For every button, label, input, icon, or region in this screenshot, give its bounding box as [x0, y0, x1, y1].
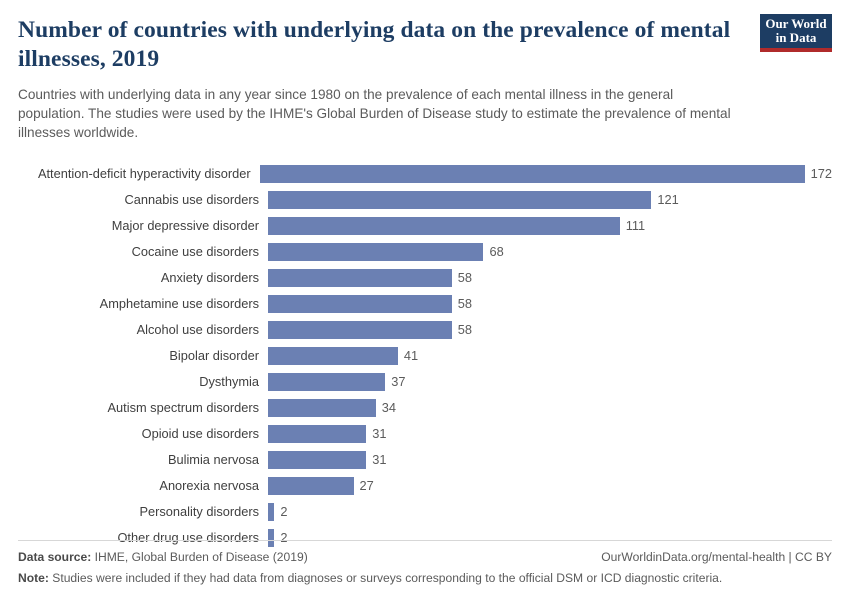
bar-row [18, 421, 832, 447]
bar-track [268, 265, 832, 291]
bar-track [268, 343, 832, 369]
bar-row [18, 473, 832, 499]
bar[interactable] [268, 373, 385, 391]
bar-chart [18, 161, 832, 551]
bar-track [268, 187, 832, 213]
bar-row [18, 395, 832, 421]
bar-value-label: 2 [280, 504, 288, 520]
bar-row [18, 369, 832, 395]
bar[interactable] [268, 243, 483, 261]
bar-value-label: 2 [280, 530, 288, 546]
bar-track [268, 291, 832, 317]
bar-category-label: Major depressive disorder [111, 218, 259, 234]
bar-category-label: Cocaine use disorders [131, 244, 259, 260]
bar-value-label: 68 [489, 244, 504, 260]
data-source-label: Data source: [18, 549, 92, 564]
bar-row [18, 213, 832, 239]
page-title: Number of countries with underlying data on the prevalence of mental illnesses, 2019 [18, 17, 731, 73]
bar-category-label: Dysthymia [199, 374, 259, 390]
bar-category-label: Alcohol use disorders [136, 322, 259, 338]
bar-value-label: 37 [391, 374, 406, 390]
bar-category-label: Attention-deficit hyperactivity disorder [37, 166, 251, 182]
bar[interactable] [268, 503, 274, 521]
bar-value-label: 58 [457, 296, 472, 312]
bar-track [268, 447, 832, 473]
chart-note [18, 570, 832, 586]
bar-row [18, 239, 832, 265]
bar-value-label: 172 [810, 166, 832, 182]
bar-track [268, 395, 832, 421]
bar-value-label: 34 [381, 400, 396, 416]
chart-note-value: Studies were included if they had data from diagnoses or surveys corresponding to the official DSM or ICD diagnostic criteria. [52, 570, 723, 585]
bar-category-label: Opioid use disorders [141, 426, 259, 442]
bar-value-label: 58 [457, 270, 472, 286]
bar-category-label: Anxiety disorders [160, 270, 259, 286]
bar-row [18, 499, 832, 525]
bar[interactable] [268, 295, 452, 313]
bar-category-label: Amphetamine use disorders [99, 296, 259, 312]
chart-header [18, 16, 832, 143]
bar-track [260, 161, 832, 187]
bar[interactable] [260, 165, 805, 183]
bar-row [18, 187, 832, 213]
bar[interactable] [268, 217, 620, 235]
bar-value-label: 31 [372, 426, 387, 442]
data-source-value: IHME, Global Burden of Disease (2019) [94, 549, 308, 564]
bar-value-label: 111 [625, 218, 646, 234]
bar[interactable] [268, 347, 398, 365]
bar-track [268, 213, 832, 239]
bar-category-label: Anorexia nervosa [159, 478, 259, 494]
bar-row [18, 291, 832, 317]
bar[interactable] [268, 321, 452, 339]
bar-track [268, 239, 832, 265]
bar-track [268, 369, 832, 395]
bar-value-label: 41 [403, 348, 419, 364]
bar-value-label: 31 [372, 452, 387, 468]
bar-row [18, 161, 832, 187]
bar-category-label: Autism spectrum disorders [107, 400, 259, 416]
chart-note-label: Note: [18, 570, 49, 585]
bar-category-label: Personality disorders [139, 504, 259, 520]
bar-category-label: Cannabis use disorders [124, 192, 259, 208]
bar-category-label: Bipolar disorder [169, 348, 259, 364]
bar-row [18, 317, 832, 343]
bar[interactable] [268, 191, 651, 209]
bar-value-label: 121 [657, 192, 679, 208]
bar[interactable] [268, 269, 452, 287]
logo-line-1: Our World [765, 16, 827, 31]
logo-line-2: in Data [775, 30, 817, 46]
bar-track [268, 421, 832, 447]
bar-track [268, 473, 832, 499]
chart-footer [18, 540, 832, 586]
bar[interactable] [268, 477, 354, 495]
bar[interactable] [268, 451, 366, 469]
bar[interactable] [268, 399, 376, 417]
bar-row [18, 447, 832, 473]
bar[interactable] [268, 425, 366, 443]
bar-row [18, 343, 832, 369]
bar-category-label: Other drug use disorders [117, 530, 259, 546]
footer-license[interactable]: OurWorldinData.org/mental-health | CC BY [601, 549, 832, 564]
bar-row [18, 265, 832, 291]
bar-value-label: 27 [359, 478, 374, 494]
bar-track [268, 499, 832, 525]
our-world-in-data-logo[interactable] [760, 14, 832, 52]
bar-value-label: 58 [457, 322, 472, 338]
data-source [18, 550, 308, 564]
bar-category-label: Bulimia nervosa [167, 452, 259, 468]
bar-track [268, 317, 832, 343]
chart-subtitle: Countries with underlying data in any year since 1980 on the prevalence of each mental illness in the general population. The studies were used by the IHME's Global Burden of Disease study to estimate the prevalence of mental illnesses worldwide. [18, 86, 731, 141]
